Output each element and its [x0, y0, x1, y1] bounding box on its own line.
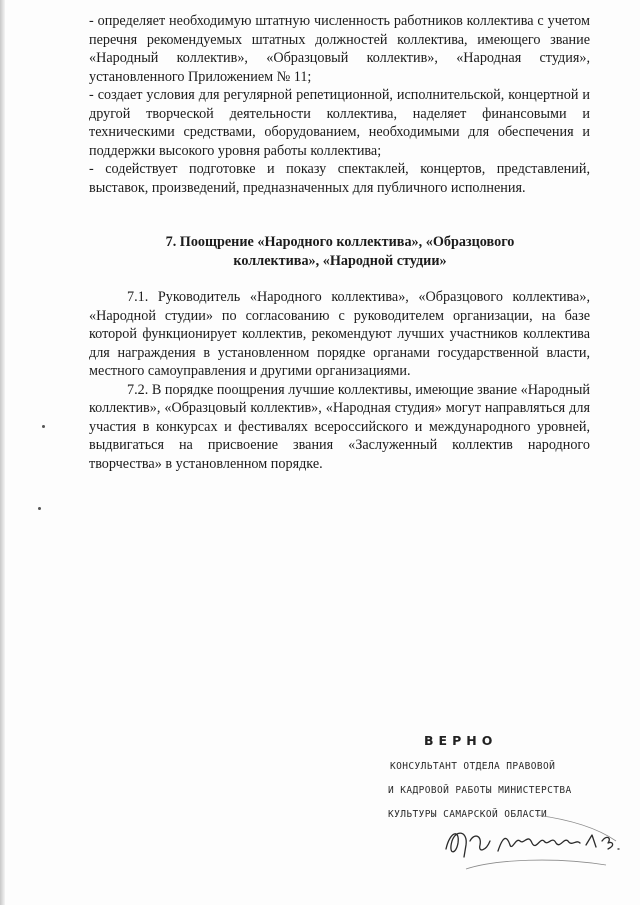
certification-stamp [380, 733, 630, 883]
paragraph-7-1: 7.1. Руководитель «Народного коллектива», «Образцового коллектива», «Народной студии» по согласованию с руководителем организации, на базе которой функционирует коллектив, рекомендуют лучших участников коллектива для награждения в установленном порядке органами государственной власти, местного самоуправления и другими организациями. [89, 289, 590, 379]
scan-speck [38, 507, 41, 510]
handwritten-signature [436, 811, 626, 871]
list-item: - содействует подготовке и показу спектаклей, концертов, представлений, выставок, произведений, предназначенных для публичного исполнения. [89, 161, 590, 196]
paragraph-7-2: 7.2. В порядке поощрения лучшие коллективы, имеющие звание «Народный коллектив», «Образцовый коллектив», «Народная студия» могут направляться для участия в конкурсах и фестивалях всероссийского и международного уровней, выдвигаться на присвоение звания «Заслуженный коллектив народного творчества» в установленном порядке. [89, 381, 590, 472]
scan-edge [0, 0, 5, 905]
section-heading [80, 233, 600, 270]
stamp-title: ВЕРНО [424, 733, 498, 748]
intro-list [89, 12, 590, 197]
section-heading-line-1: 7. Поощрение «Народного коллектива», «Образцового [165, 234, 515, 250]
section-body [89, 288, 590, 473]
stamp-line-2: И КАДРОВОЙ РАБОТЫ МИНИСТЕРСТВА [388, 785, 572, 796]
scan-speck [42, 425, 45, 428]
list-item: - создает условия для регулярной репетиционной, исполнительской, концертной и другой творческой деятельности коллектива, наделяет финансовыми и техническими средствами, оборудованием, необходимыми для обеспечения и поддержки высокого уровня работы коллектива; [89, 87, 590, 159]
list-item: - определяет необходимую штатную численность работников коллектива с учетом перечня рекомендуемых штатных должностей коллектива, имеющего звание «Народный коллектив», «Образцовый коллектив», «Народная студия», установленного Приложением № 11; [89, 13, 590, 85]
section-heading-line-2: коллектива», «Народной студии» [233, 252, 447, 269]
stamp-line-3: КУЛЬТУРЫ САМАРСКОЙ ОБЛАСТИ [388, 809, 548, 820]
stamp-line-1: КОНСУЛЬТАНТ ОТДЕЛА ПРАВОВОЙ [390, 761, 556, 772]
